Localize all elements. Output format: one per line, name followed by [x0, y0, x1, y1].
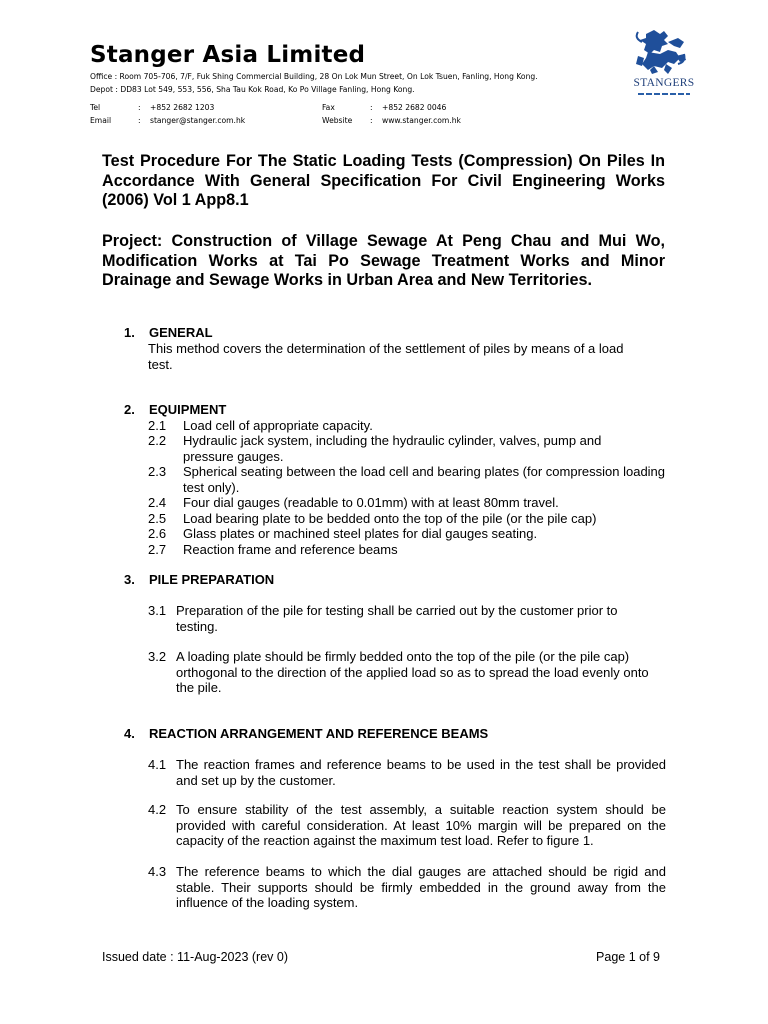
item-number: 4.2	[148, 802, 167, 817]
issued-date: Issued date : 11-Aug-2023 (rev 0)	[102, 950, 288, 964]
page-number: Page 1 of 9	[596, 950, 660, 964]
fax-value: +852 2682 0046	[382, 103, 447, 112]
item-number: 3.1	[148, 603, 167, 618]
list-item	[148, 649, 653, 696]
office-address: Office : Room 705-706, 7/F, Fuk Shing Commercial Building, 28 On Lok Mun Street, On Lok Tsuen, Fanling, Hong Kong.	[90, 72, 538, 81]
list-item	[148, 418, 668, 434]
item-text: Spherical seating between the load cell and bearing plates (for compression loading test only).	[183, 464, 666, 495]
project-title: Project: Construction of Village Sewage At Peng Chau and Mui Wo, Modification Works at Tai Po Sewage Treatment Works and Minor Drainage and Sewage Works in Urban Area and New Territories.	[102, 232, 665, 289]
tel-label: Tel	[90, 103, 101, 112]
item-text: The reaction frames and reference beams to be used in the test shall be provided and set up by the customer.	[176, 757, 666, 788]
section-title: EQUIPMENT	[149, 402, 227, 417]
list-item	[148, 433, 648, 464]
fax-line	[322, 103, 446, 112]
email-value: stanger@stanger.com.hk	[150, 116, 246, 125]
email-colon: :	[138, 116, 141, 125]
section-general-heading	[124, 325, 213, 340]
item-number: 2.3	[148, 464, 167, 479]
document-title: Test Procedure For The Static Loading Tests (Compression) On Piles In Accordance With General Specification For Civil Engineering Works (2006) Vol 1 App8.1	[102, 152, 665, 209]
depot-address: Depot : DD83 Lot 549, 553, 556, Sha Tau Kok Road, Ko Po Village Fanling, Hong Kong.	[90, 85, 415, 94]
fax-label: Fax	[322, 103, 335, 112]
item-text: The reference beams to which the dial gauges are attached should be rigid and stable. Their supports should be firmly embedded in the ground away from the influence of the loading system.	[176, 864, 666, 911]
item-text: Load bearing plate to be bedded onto the top of the pile (or the pile cap)	[183, 511, 597, 526]
section-number: 4.	[124, 726, 135, 741]
item-text: Preparation of the pile for testing shall be carried out by the customer prior to testing.	[176, 603, 618, 634]
website-colon: :	[370, 116, 373, 125]
item-number: 2.4	[148, 495, 167, 510]
website-line	[322, 116, 461, 125]
tel-value: +852 2682 1203	[150, 103, 215, 112]
tel-colon: :	[138, 103, 141, 112]
section-title: GENERAL	[149, 325, 213, 340]
logo-wordmark: STANGERS	[633, 77, 695, 89]
item-number: 4.1	[148, 757, 167, 772]
website-value: www.stanger.com.hk	[382, 116, 461, 125]
fax-colon: :	[370, 103, 373, 112]
item-text: To ensure stability of the test assembly, a suitable reaction system should be provided with careful consideration. At least 10% margin will be prepared on the capacity of the reaction against the maximum test load. Refer to figure 1.	[176, 802, 666, 849]
list-item	[148, 542, 668, 558]
item-number: 2.7	[148, 542, 167, 557]
item-text: A loading plate should be firmly bedded onto the top of the pile (or the pile cap) orthogonal to the direction of the applied load so as to spread the load evenly onto the pile.	[176, 649, 649, 696]
item-text: Reaction frame and reference beams	[183, 542, 398, 557]
item-number: 2.2	[148, 433, 167, 448]
company-name: Stanger Asia Limited	[90, 42, 366, 68]
section-number: 2.	[124, 402, 135, 417]
list-item	[148, 495, 668, 511]
list-item	[148, 603, 663, 634]
item-number: 2.6	[148, 526, 167, 541]
email-line	[90, 116, 245, 125]
section-number: 1.	[124, 325, 135, 340]
section-number: 3.	[124, 572, 135, 587]
item-number: 3.2	[148, 649, 167, 664]
email-label: Email	[90, 116, 112, 125]
item-text: Four dial gauges (readable to 0.01mm) with at least 80mm travel.	[183, 495, 559, 510]
list-item	[148, 802, 666, 849]
section-title: REACTION ARRANGEMENT AND REFERENCE BEAMS	[149, 726, 489, 741]
section-title: PILE PREPARATION	[149, 572, 275, 587]
item-number: 4.3	[148, 864, 167, 879]
list-item	[148, 864, 666, 911]
tel-line	[90, 103, 214, 112]
list-item	[148, 464, 668, 495]
website-label: Website	[322, 116, 353, 125]
logo-dash-line	[638, 93, 690, 95]
item-text: Hydraulic jack system, including the hydraulic cylinder, valves, pump and pressure gauges.	[183, 433, 602, 464]
section-reaction-heading	[124, 726, 488, 741]
list-item	[148, 526, 668, 542]
item-number: 2.1	[148, 418, 167, 433]
item-text: Glass plates or machined steel plates for dial gauges seating.	[183, 526, 538, 541]
section-pile-preparation-heading	[124, 572, 274, 587]
item-number: 2.5	[148, 511, 167, 526]
section-general-text: This method covers the determination of the settlement of piles by means of a load test.	[148, 341, 624, 372]
section-equipment-heading	[124, 402, 226, 417]
list-item	[148, 511, 668, 527]
stangers-lion-logo-icon	[624, 28, 704, 100]
item-text: Load cell of appropriate capacity.	[183, 418, 373, 433]
list-item	[148, 757, 666, 788]
